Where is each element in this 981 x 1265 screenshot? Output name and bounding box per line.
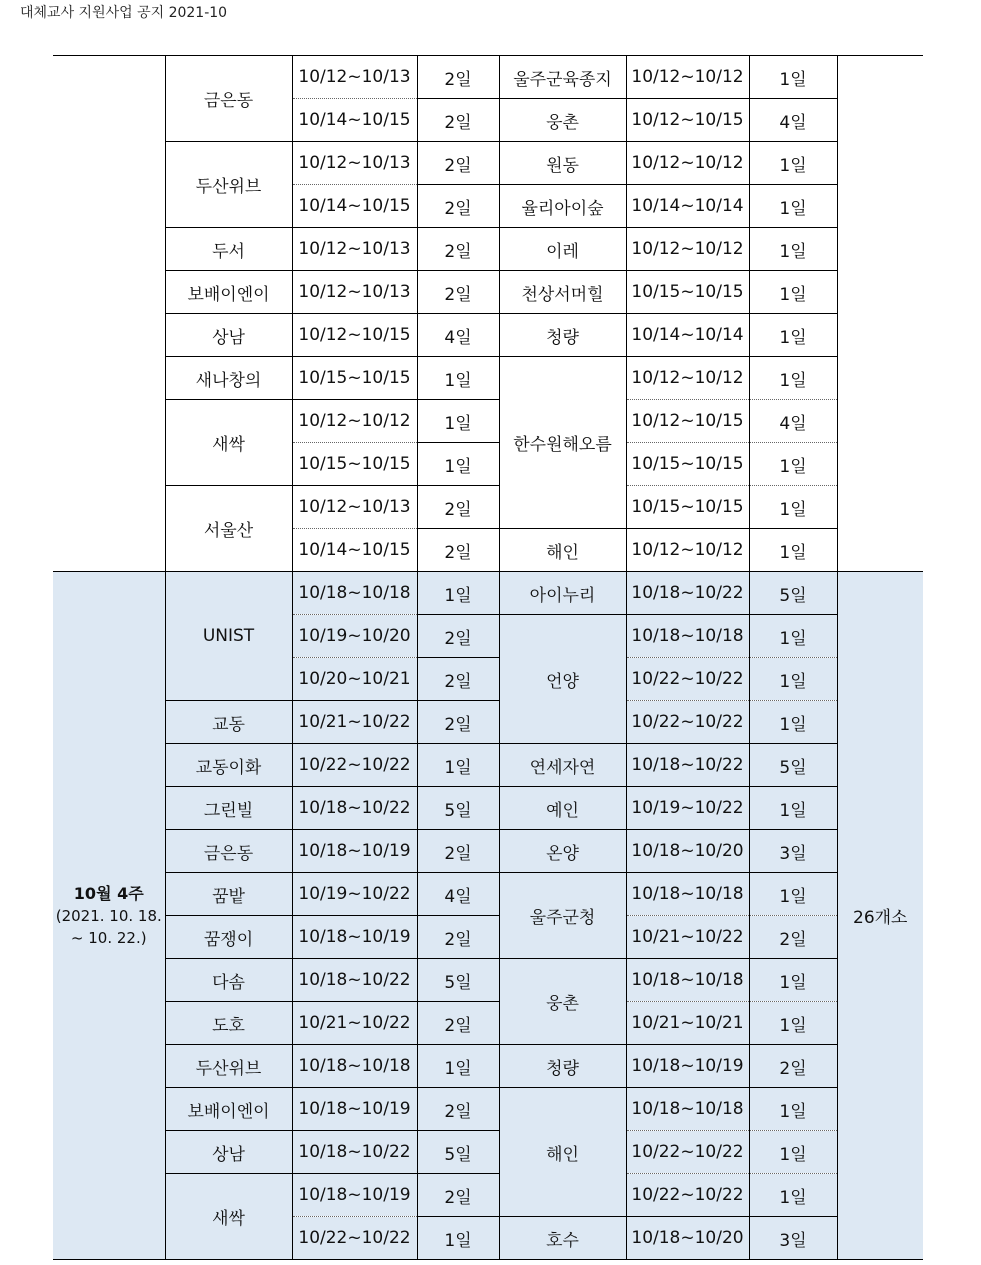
- period-cell: 10/22~10/22: [626, 1131, 749, 1174]
- facility-name: 도호: [165, 1002, 292, 1045]
- facility-name: 온양: [499, 830, 626, 873]
- period-cell: 10/14~10/15: [292, 99, 417, 142]
- period-cell: 10/18~10/19: [626, 1045, 749, 1088]
- period-cell: 10/18~10/20: [626, 830, 749, 873]
- table-row: [53, 314, 923, 357]
- period-cell: 10/14~10/15: [292, 529, 417, 572]
- days-cell: 5일: [749, 744, 837, 787]
- period-cell: 10/21~10/21: [626, 1002, 749, 1045]
- period-cell: 10/12~10/13: [292, 56, 417, 99]
- days-cell: 2일: [417, 142, 499, 185]
- days-cell: 1일: [749, 873, 837, 916]
- days-cell: 5일: [417, 787, 499, 830]
- days-cell: 2일: [417, 615, 499, 658]
- facility-name: 해인: [499, 529, 626, 572]
- days-cell: 1일: [417, 1045, 499, 1088]
- table-row: [53, 1088, 923, 1131]
- period-cell: 10/18~10/20: [626, 1217, 749, 1260]
- facility-name: 울주군청: [499, 873, 626, 959]
- facility-name: 두서: [165, 228, 292, 271]
- facility-name: 언양: [499, 615, 626, 744]
- facility-name: 금은동: [165, 830, 292, 873]
- table-row: [53, 787, 923, 830]
- facility-name: 웅촌: [499, 99, 626, 142]
- table-row: [53, 486, 923, 529]
- days-cell: 2일: [417, 701, 499, 744]
- days-cell: 5일: [749, 572, 837, 615]
- days-cell: 1일: [417, 400, 499, 443]
- period-cell: 10/18~10/22: [626, 744, 749, 787]
- period-cell: 10/21~10/22: [292, 1002, 417, 1045]
- days-cell: 4일: [749, 400, 837, 443]
- table-row: [53, 400, 923, 443]
- total-cell: [837, 56, 923, 572]
- days-cell: 1일: [749, 1088, 837, 1131]
- days-cell: 1일: [749, 56, 837, 99]
- days-cell: 1일: [417, 357, 499, 400]
- facility-name: 해인: [499, 1088, 626, 1217]
- facility-name: 이레: [499, 228, 626, 271]
- table-row: [53, 916, 923, 959]
- days-cell: 2일: [417, 529, 499, 572]
- days-cell: 5일: [417, 959, 499, 1002]
- period-cell: 10/15~10/15: [626, 486, 749, 529]
- days-cell: 1일: [749, 357, 837, 400]
- days-cell: 2일: [749, 916, 837, 959]
- period-cell: 10/14~10/14: [626, 314, 749, 357]
- week-range-end: ~ 10. 22.): [70, 928, 147, 947]
- table-row: [53, 142, 923, 185]
- facility-name: 금은동: [165, 56, 292, 142]
- period-cell: 10/22~10/22: [292, 1217, 417, 1260]
- days-cell: 1일: [417, 572, 499, 615]
- days-cell: 2일: [417, 1088, 499, 1131]
- days-cell: 4일: [417, 314, 499, 357]
- days-cell: 1일: [749, 1131, 837, 1174]
- days-cell: 1일: [749, 529, 837, 572]
- period-cell: 10/18~10/22: [626, 572, 749, 615]
- period-cell: 10/18~10/19: [292, 1174, 417, 1217]
- period-cell: 10/12~10/12: [626, 142, 749, 185]
- facility-name: 서울산: [165, 486, 292, 572]
- facility-name: 꿈쟁이: [165, 916, 292, 959]
- period-cell: 10/12~10/13: [292, 486, 417, 529]
- period-cell: 10/18~10/19: [292, 1088, 417, 1131]
- days-cell: 1일: [749, 658, 837, 701]
- period-cell: 10/15~10/15: [626, 271, 749, 314]
- facility-name: 교동: [165, 701, 292, 744]
- period-cell: 10/15~10/15: [292, 443, 417, 486]
- document-header: 대체교사 지원사업 공지 2021-10: [20, 5, 228, 21]
- period-cell: 10/19~10/22: [292, 873, 417, 916]
- days-cell: 2일: [417, 658, 499, 701]
- facility-name: 보배이엔이: [165, 1088, 292, 1131]
- facility-name: 그린빌: [165, 787, 292, 830]
- period-cell: 10/12~10/15: [292, 314, 417, 357]
- table-row: [53, 1002, 923, 1045]
- days-cell: 2일: [417, 271, 499, 314]
- days-cell: 2일: [417, 228, 499, 271]
- period-cell: 10/22~10/22: [626, 658, 749, 701]
- facility-name: 호수: [499, 1217, 626, 1260]
- period-cell: 10/12~10/13: [292, 228, 417, 271]
- table-row: [53, 959, 923, 1002]
- days-cell: 1일: [749, 271, 837, 314]
- table-row: [53, 572, 923, 615]
- period-cell: 10/18~10/22: [292, 787, 417, 830]
- days-cell: 1일: [749, 185, 837, 228]
- period-cell: 10/19~10/20: [292, 615, 417, 658]
- facility-name: 연세자연: [499, 744, 626, 787]
- period-cell: 10/12~10/12: [626, 529, 749, 572]
- table-row: [53, 744, 923, 787]
- table-row: [53, 1131, 923, 1174]
- facility-name: 꿈밭: [165, 873, 292, 916]
- days-cell: 1일: [749, 1174, 837, 1217]
- facility-name: 교동이화: [165, 744, 292, 787]
- table-row: [53, 56, 923, 99]
- facility-name: 보배이엔이: [165, 271, 292, 314]
- days-cell: 2일: [417, 99, 499, 142]
- facility-name: 새나창의: [165, 357, 292, 400]
- period-cell: 10/19~10/22: [626, 787, 749, 830]
- period-cell: 10/20~10/21: [292, 658, 417, 701]
- facility-name: 청량: [499, 314, 626, 357]
- facility-name: 한수원해오름: [499, 357, 626, 529]
- period-cell: 10/14~10/15: [292, 185, 417, 228]
- period-cell: 10/12~10/15: [626, 99, 749, 142]
- period-cell: 10/21~10/22: [292, 701, 417, 744]
- days-cell: 1일: [417, 443, 499, 486]
- table-row: [53, 830, 923, 873]
- period-cell: 10/18~10/18: [292, 1045, 417, 1088]
- period-cell: 10/18~10/19: [292, 916, 417, 959]
- facility-name: 새싹: [165, 1174, 292, 1260]
- days-cell: 1일: [749, 615, 837, 658]
- days-cell: 1일: [417, 1217, 499, 1260]
- period-cell: 10/12~10/13: [292, 142, 417, 185]
- period-cell: 10/12~10/12: [292, 400, 417, 443]
- table-row: [53, 873, 923, 916]
- days-cell: 1일: [749, 228, 837, 271]
- period-cell: 10/18~10/18: [626, 615, 749, 658]
- period-cell: 10/12~10/12: [626, 56, 749, 99]
- period-cell: 10/18~10/19: [292, 830, 417, 873]
- days-cell: 4일: [749, 99, 837, 142]
- facility-name: 원동: [499, 142, 626, 185]
- days-cell: 2일: [417, 1174, 499, 1217]
- week-cell: [53, 56, 165, 572]
- period-cell: 10/18~10/22: [292, 1131, 417, 1174]
- period-cell: 10/18~10/18: [626, 1088, 749, 1131]
- days-cell: 1일: [749, 486, 837, 529]
- schedule-table: [53, 55, 923, 1260]
- period-cell: 10/15~10/15: [626, 443, 749, 486]
- period-cell: 10/12~10/12: [626, 357, 749, 400]
- period-cell: 10/22~10/22: [626, 1174, 749, 1217]
- days-cell: 1일: [749, 787, 837, 830]
- days-cell: 2일: [417, 916, 499, 959]
- table-row: [53, 1174, 923, 1217]
- facility-name: 천상서머힐: [499, 271, 626, 314]
- table-row: [53, 1045, 923, 1088]
- schedule-body: [53, 56, 923, 1260]
- table-row: [53, 271, 923, 314]
- period-cell: 10/18~10/18: [626, 873, 749, 916]
- period-cell: 10/15~10/15: [292, 357, 417, 400]
- period-cell: 10/12~10/15: [626, 400, 749, 443]
- days-cell: 3일: [749, 830, 837, 873]
- table-row: [53, 357, 923, 400]
- facility-name: UNIST: [165, 572, 292, 701]
- days-cell: 1일: [749, 701, 837, 744]
- days-cell: 1일: [749, 443, 837, 486]
- period-cell: 10/21~10/22: [626, 916, 749, 959]
- facility-name: 두산위브: [165, 1045, 292, 1088]
- facility-name: 아이누리: [499, 572, 626, 615]
- period-cell: 10/14~10/14: [626, 185, 749, 228]
- facility-name: 웅촌: [499, 959, 626, 1045]
- days-cell: 1일: [749, 1002, 837, 1045]
- days-cell: 2일: [417, 830, 499, 873]
- facility-name: 다솜: [165, 959, 292, 1002]
- period-cell: 10/12~10/12: [626, 228, 749, 271]
- total-cell: 26개소: [837, 572, 923, 1260]
- period-cell: 10/22~10/22: [626, 701, 749, 744]
- days-cell: 2일: [417, 486, 499, 529]
- days-cell: 4일: [417, 873, 499, 916]
- facility-name: 예인: [499, 787, 626, 830]
- days-cell: 2일: [749, 1045, 837, 1088]
- days-cell: 1일: [749, 959, 837, 1002]
- table-row: [53, 701, 923, 744]
- period-cell: 10/12~10/13: [292, 271, 417, 314]
- days-cell: 2일: [417, 185, 499, 228]
- facility-name: 두산위브: [165, 142, 292, 228]
- table-row: [53, 228, 923, 271]
- days-cell: 5일: [417, 1131, 499, 1174]
- facility-name: 상남: [165, 1131, 292, 1174]
- days-cell: 2일: [417, 1002, 499, 1045]
- facility-name: 울주군육종지: [499, 56, 626, 99]
- period-cell: 10/18~10/22: [292, 959, 417, 1002]
- period-cell: 10/18~10/18: [626, 959, 749, 1002]
- period-cell: 10/18~10/18: [292, 572, 417, 615]
- facility-name: 상남: [165, 314, 292, 357]
- facility-name: 율리아이숲: [499, 185, 626, 228]
- days-cell: 2일: [417, 56, 499, 99]
- days-cell: 1일: [749, 314, 837, 357]
- period-cell: 10/22~10/22: [292, 744, 417, 787]
- days-cell: 1일: [417, 744, 499, 787]
- facility-name: 새싹: [165, 400, 292, 486]
- week-cell: [53, 572, 165, 1260]
- days-cell: 3일: [749, 1217, 837, 1260]
- facility-name: 청량: [499, 1045, 626, 1088]
- week-range-start: (2021. 10. 18.: [55, 906, 162, 925]
- days-cell: 1일: [749, 142, 837, 185]
- week-title: 10월 4주: [73, 883, 144, 903]
